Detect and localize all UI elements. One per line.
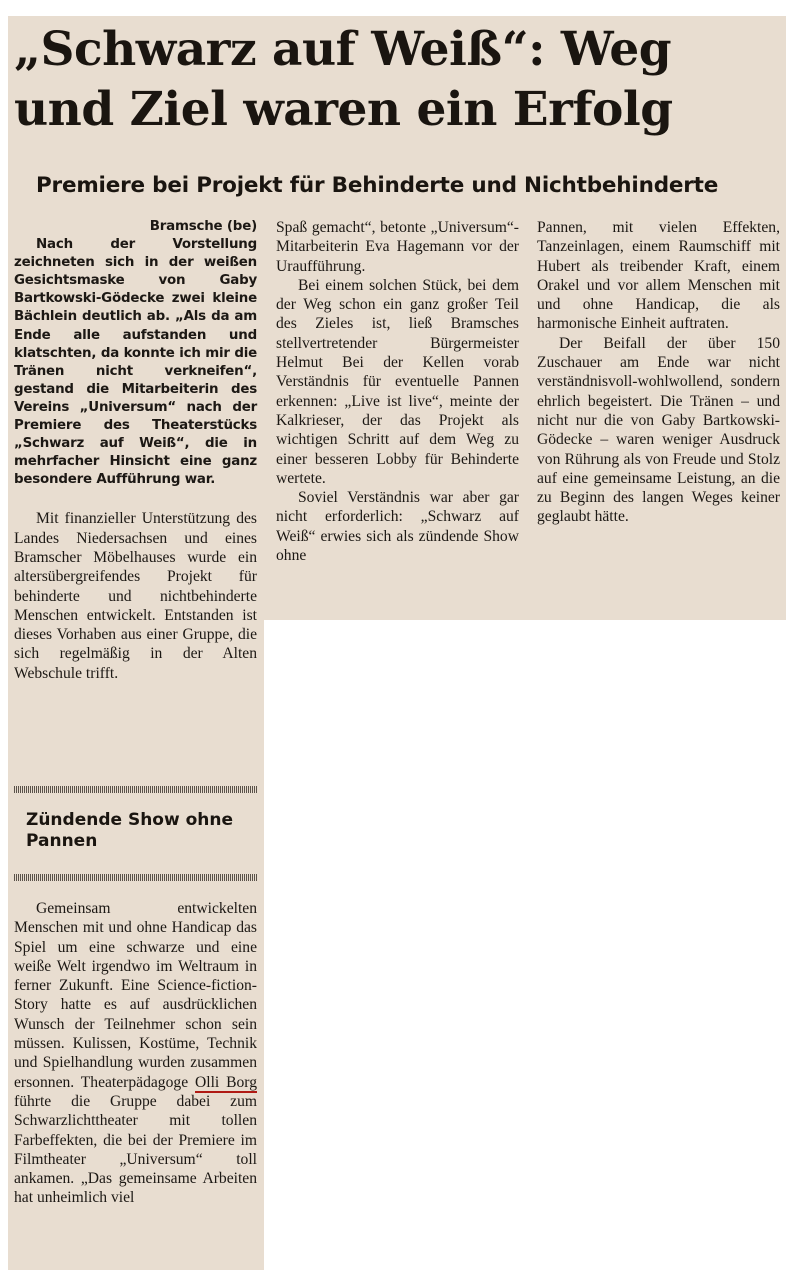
crosshead: Zündende Show ohne Pannen — [26, 810, 234, 851]
column-3 — [537, 218, 780, 527]
body-paragraph-applause: Der Beifall der über 150 Zuschauer am Ende war nicht verständnisvoll-wohlwollend, sondern ehrlich begeistert. Die Tränen – und nicht nur die von Gaby Bartkowski-Gödecke – waren weniger Ausdruck von Rührung als von Freude und Stolz auf eine gemeinsame Leistung, an die zu Beginn des langen Weges keiner geglaubt hätte. — [537, 334, 780, 526]
separator-rule — [14, 874, 257, 881]
body-text: Gemeinsam entwickelten Menschen mit und ohne Handicap das Spiel um eine schwarze und eine weiße Welt irgendwo im Weltraum in ferner Zukunft. Eine Science-fiction-Story hatte es auf ausdrücklichen Wunsch der Teilnehmer schon sein müssen. Kulissen, Kostüme, Technik und Spielhandlung wurden zusammen ersonnen. Theaterpädagoge — [14, 900, 257, 1091]
highlighted-name: Olli Borg — [194, 1073, 257, 1091]
column-1-continued — [14, 899, 257, 1208]
body-paragraph-effects: Pannen, mit vielen Effekten, Tanzeinlagen, einem Raumschiff mit Hubert als treibender Kraft, einem Orakel und vor allem Menschen mit und ohne Handicap, die als harmonische Einheit auftraten. — [537, 219, 780, 333]
body-paragraph-show: Soviel Verständnis war aber gar nicht erforderlich: „Schwarz auf Weiß“ erwies sich als zündende Show ohne — [276, 489, 519, 565]
body-paragraph-production — [14, 899, 257, 1208]
separator-rule — [14, 786, 257, 793]
body-text: führte die Gruppe dabei zum Schwarzlichttheater mit tollen Farbeffekten, die bei der Premiere im Filmtheater „Universum“ toll ankamen. „Das gemeinsame Arbeiten hat unheimlich viel — [14, 1092, 257, 1207]
subheadline: Premiere bei Projekt für Behinderte und Nichtbehinderte — [36, 173, 719, 198]
column-2 — [276, 218, 519, 565]
body-paragraph-quote-end: Spaß gemacht“, betonte „Universum“-Mitarbeiterin Eva Hagemann vor der Uraufführung. — [276, 219, 519, 275]
headline-line-2: und Ziel waren ein Erfolg — [14, 82, 673, 137]
headline — [14, 20, 784, 140]
headline-line-1: „Schwarz auf Weiß“: Weg — [14, 22, 672, 77]
lead-paragraph — [14, 218, 257, 489]
column-1 — [14, 218, 257, 683]
lead-text: Nach der Vorstellung zeichneten sich in der weißen Gesichtsmaske von Gaby Bartkowski-Gödecke zwei kleine Bächlein deutlich ab. „Als da am Ende alle aufstanden und klatschten, da konnte ich mir die Tränen nicht verkneifen“, gestand die Mitarbeiterin des Vereins „Universum“ nach der Premiere des Theaterstücks „Schwarz auf Weiß“, die in mehrfacher Hinsicht eine ganz besondere Aufführung war. — [14, 237, 257, 488]
dateline: Bramsche (be) — [149, 219, 257, 234]
body-paragraph-funding: Mit finanzieller Unterstützung des Landes Niedersachsen und eines Bramscher Möbelhauses wurde ein altersübergreifendes Projekt für behinderte und nichtbehinderte Menschen entwickelt. Entstanden ist dieses Vorhaben aus einer Gruppe, die sich regelmäßig in der Alten Webschule trifft. — [14, 510, 257, 682]
body-paragraph-mayor: Bei einem solchen Stück, bei dem der Weg schon ein ganz großer Teil des Zieles ist, ließ Bramsches stellvertretender Bürgermeister Helmut Bei der Kellen vorab Verständnis für eventuelle Pannen erkennen: „Live ist live“, meinte der Kalkrieser, der das Projekt als wichtigen Schritt auf dem Weg zu einer besseren Lobby für Behinderte wertete. — [276, 276, 519, 487]
